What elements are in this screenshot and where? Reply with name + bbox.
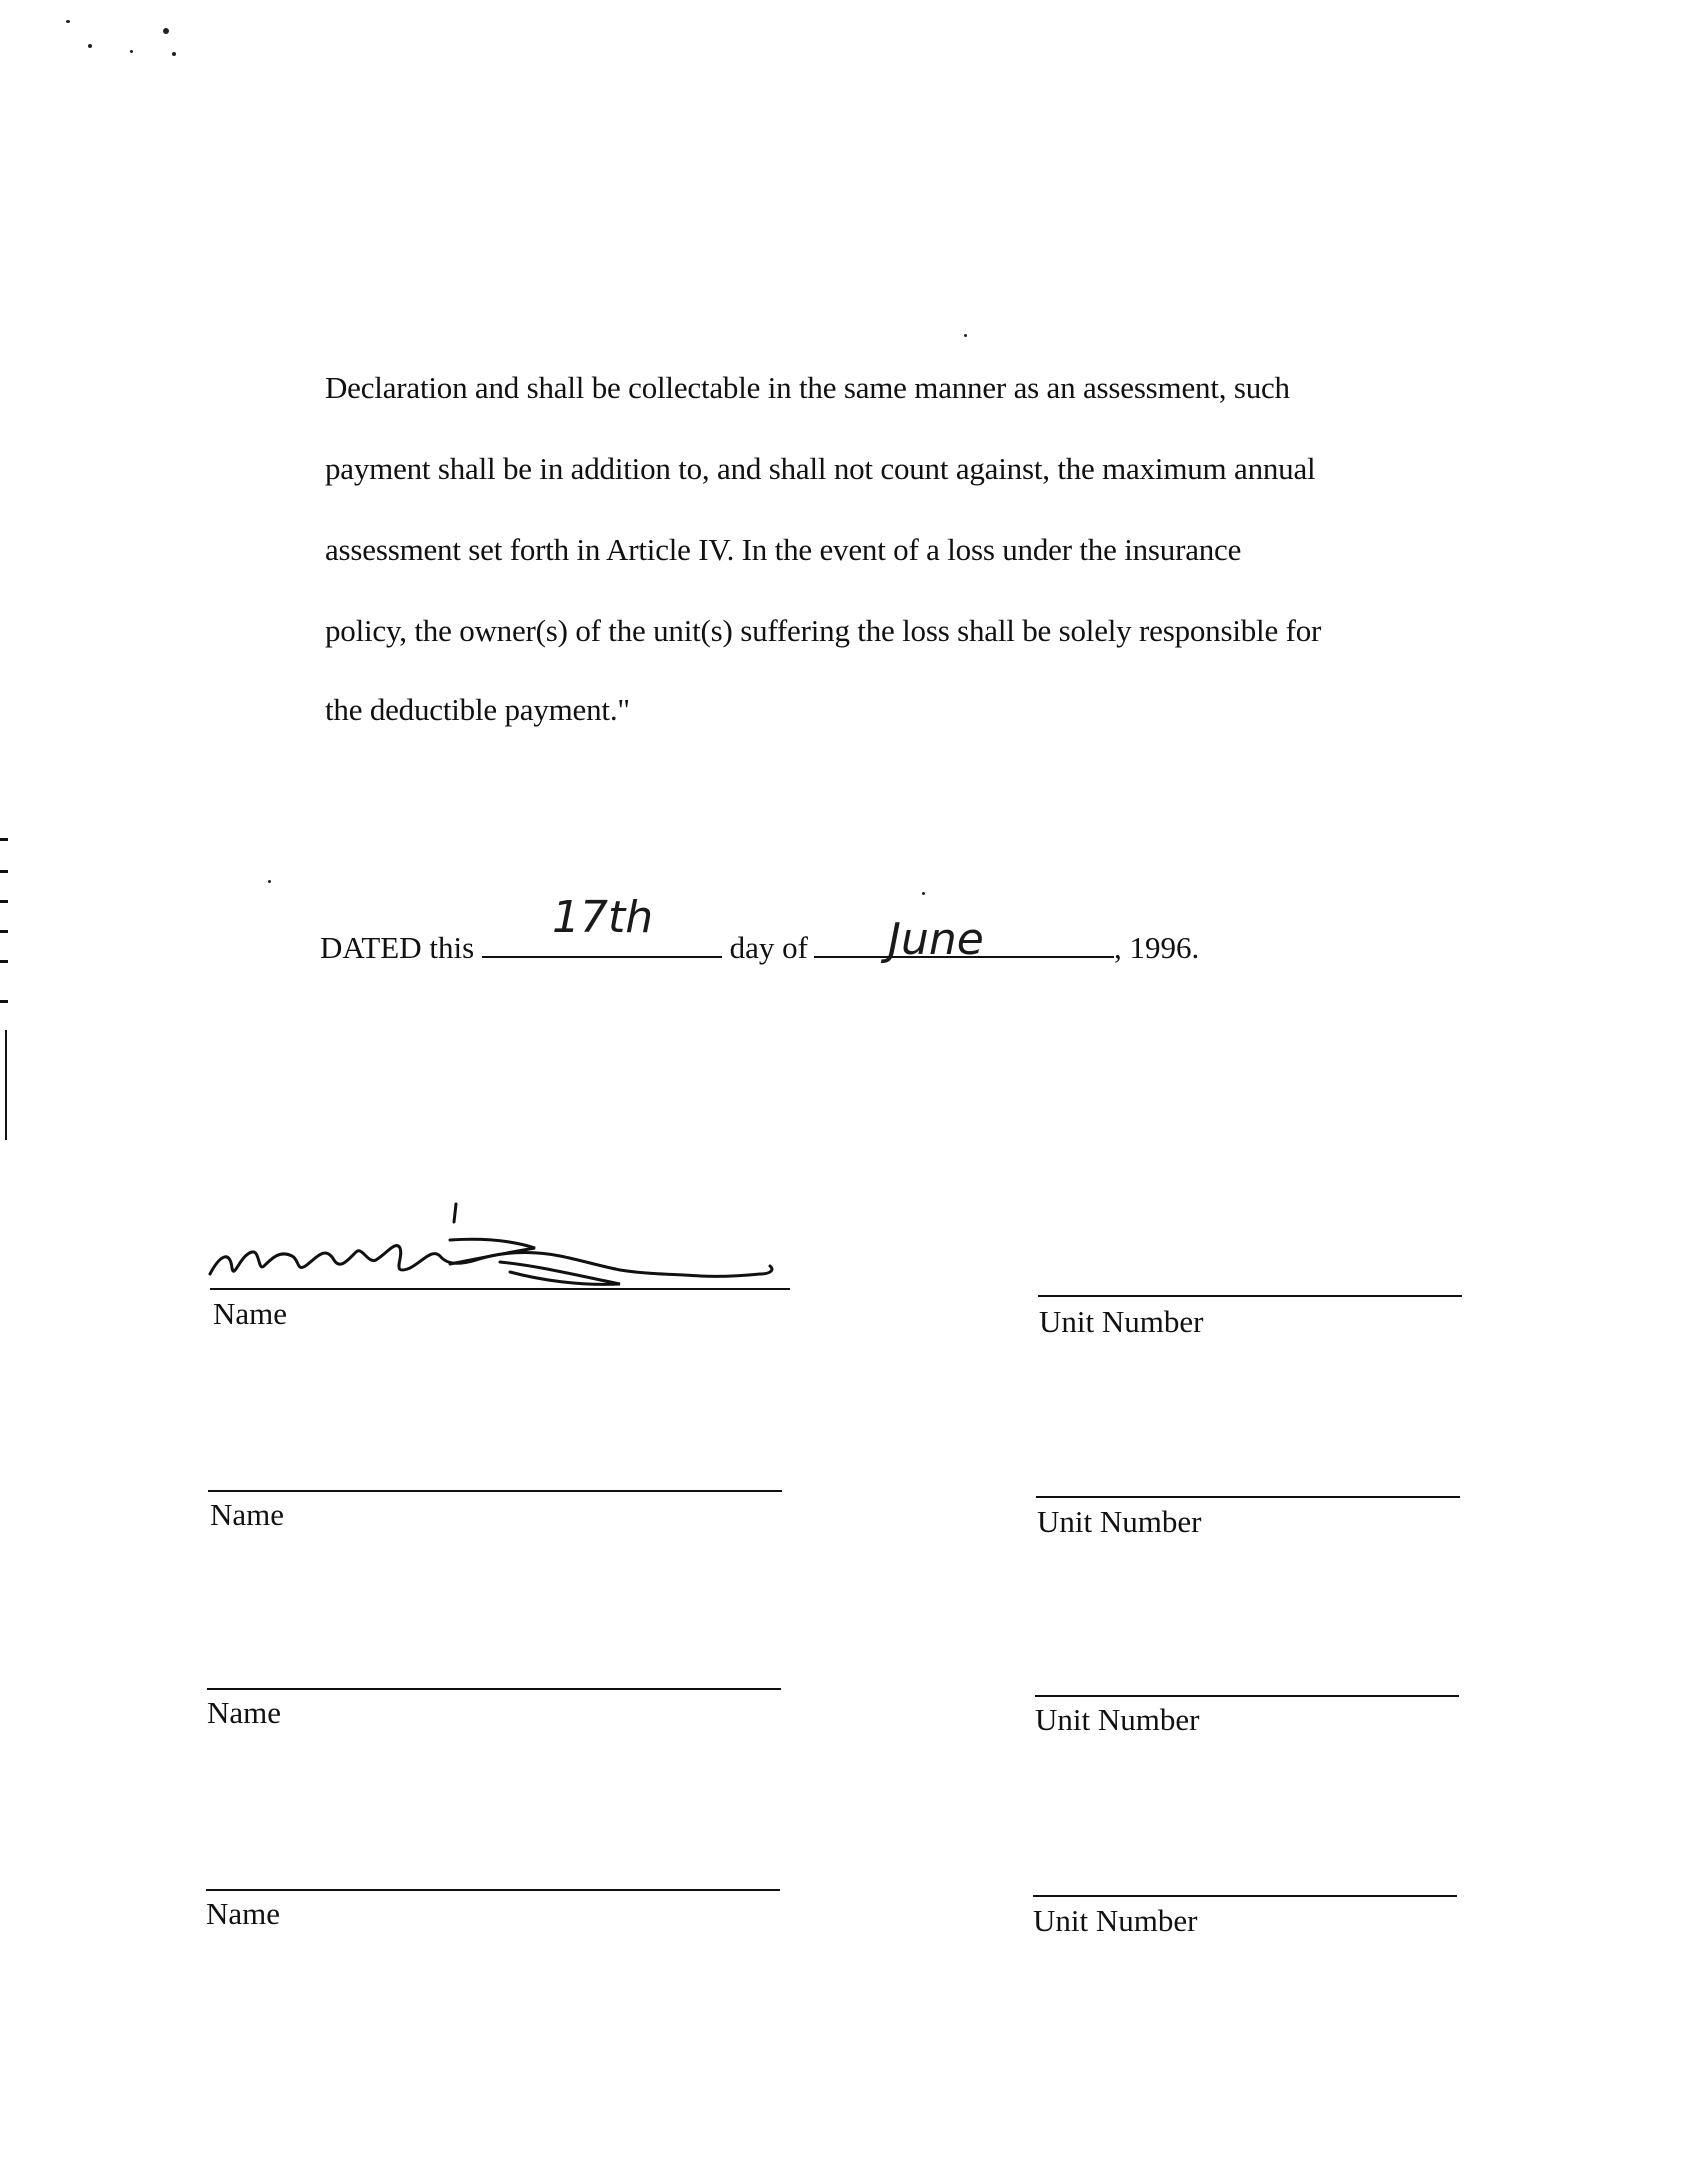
paragraph-line-4: policy, the owner(s) of the unit(s) suffering the loss shall be solely responsible for <box>325 613 1322 648</box>
paragraph-line-5: the deductible payment." <box>325 692 630 727</box>
name-signature-line <box>210 1288 790 1290</box>
scan-speck <box>130 50 133 53</box>
unit-number-label: Unit Number <box>1035 1702 1200 1737</box>
scan-edge-mark <box>0 960 8 963</box>
paragraph-line-3: assessment set forth in Article IV. In the event of a loss under the insurance <box>325 532 1242 567</box>
name-signature-line <box>208 1490 782 1492</box>
scan-speck <box>88 44 92 48</box>
scan-speck <box>172 52 176 56</box>
scan-speck <box>163 28 169 34</box>
paragraph-line-2: payment shall be in addition to, and shall not count against, the maximum annual <box>325 451 1316 486</box>
handwritten-month: June <box>888 914 984 965</box>
handwritten-day: 17th <box>552 892 654 943</box>
unit-number-line <box>1035 1695 1459 1697</box>
scan-speck <box>66 20 70 23</box>
scan-edge-mark <box>0 838 8 841</box>
scan-edge-mark <box>0 930 8 933</box>
unit-number-line <box>1033 1895 1457 1897</box>
name-label: Name <box>210 1497 285 1532</box>
scan-speck <box>922 892 925 895</box>
name-label: Name <box>207 1695 282 1730</box>
unit-number-label: Unit Number <box>1037 1504 1202 1539</box>
name-label: Name <box>206 1896 281 1931</box>
scan-edge-mark <box>0 900 8 903</box>
name-signature-line <box>207 1688 781 1690</box>
scan-edge-mark <box>0 1000 8 1003</box>
unit-number-line <box>1038 1295 1462 1297</box>
unit-number-line <box>1036 1496 1460 1498</box>
dated-suffix: , 1996. <box>1113 930 1200 965</box>
scan-edge-mark <box>5 1030 7 1140</box>
dated-middle: day of <box>729 930 808 965</box>
name-signature-line <box>206 1889 780 1891</box>
scan-speck <box>964 334 967 337</box>
scan-edge-mark <box>0 870 8 873</box>
unit-number-label: Unit Number <box>1033 1903 1198 1938</box>
dated-prefix: DATED this <box>320 930 475 965</box>
dated-line <box>320 928 1199 968</box>
unit-number-label: Unit Number <box>1039 1304 1204 1339</box>
scan-speck <box>268 880 271 883</box>
name-label: Name <box>213 1296 288 1331</box>
paragraph-line-1: Declaration and shall be collectable in the same manner as an assessment, such <box>325 370 1290 405</box>
handwritten-signature <box>200 1200 900 1320</box>
